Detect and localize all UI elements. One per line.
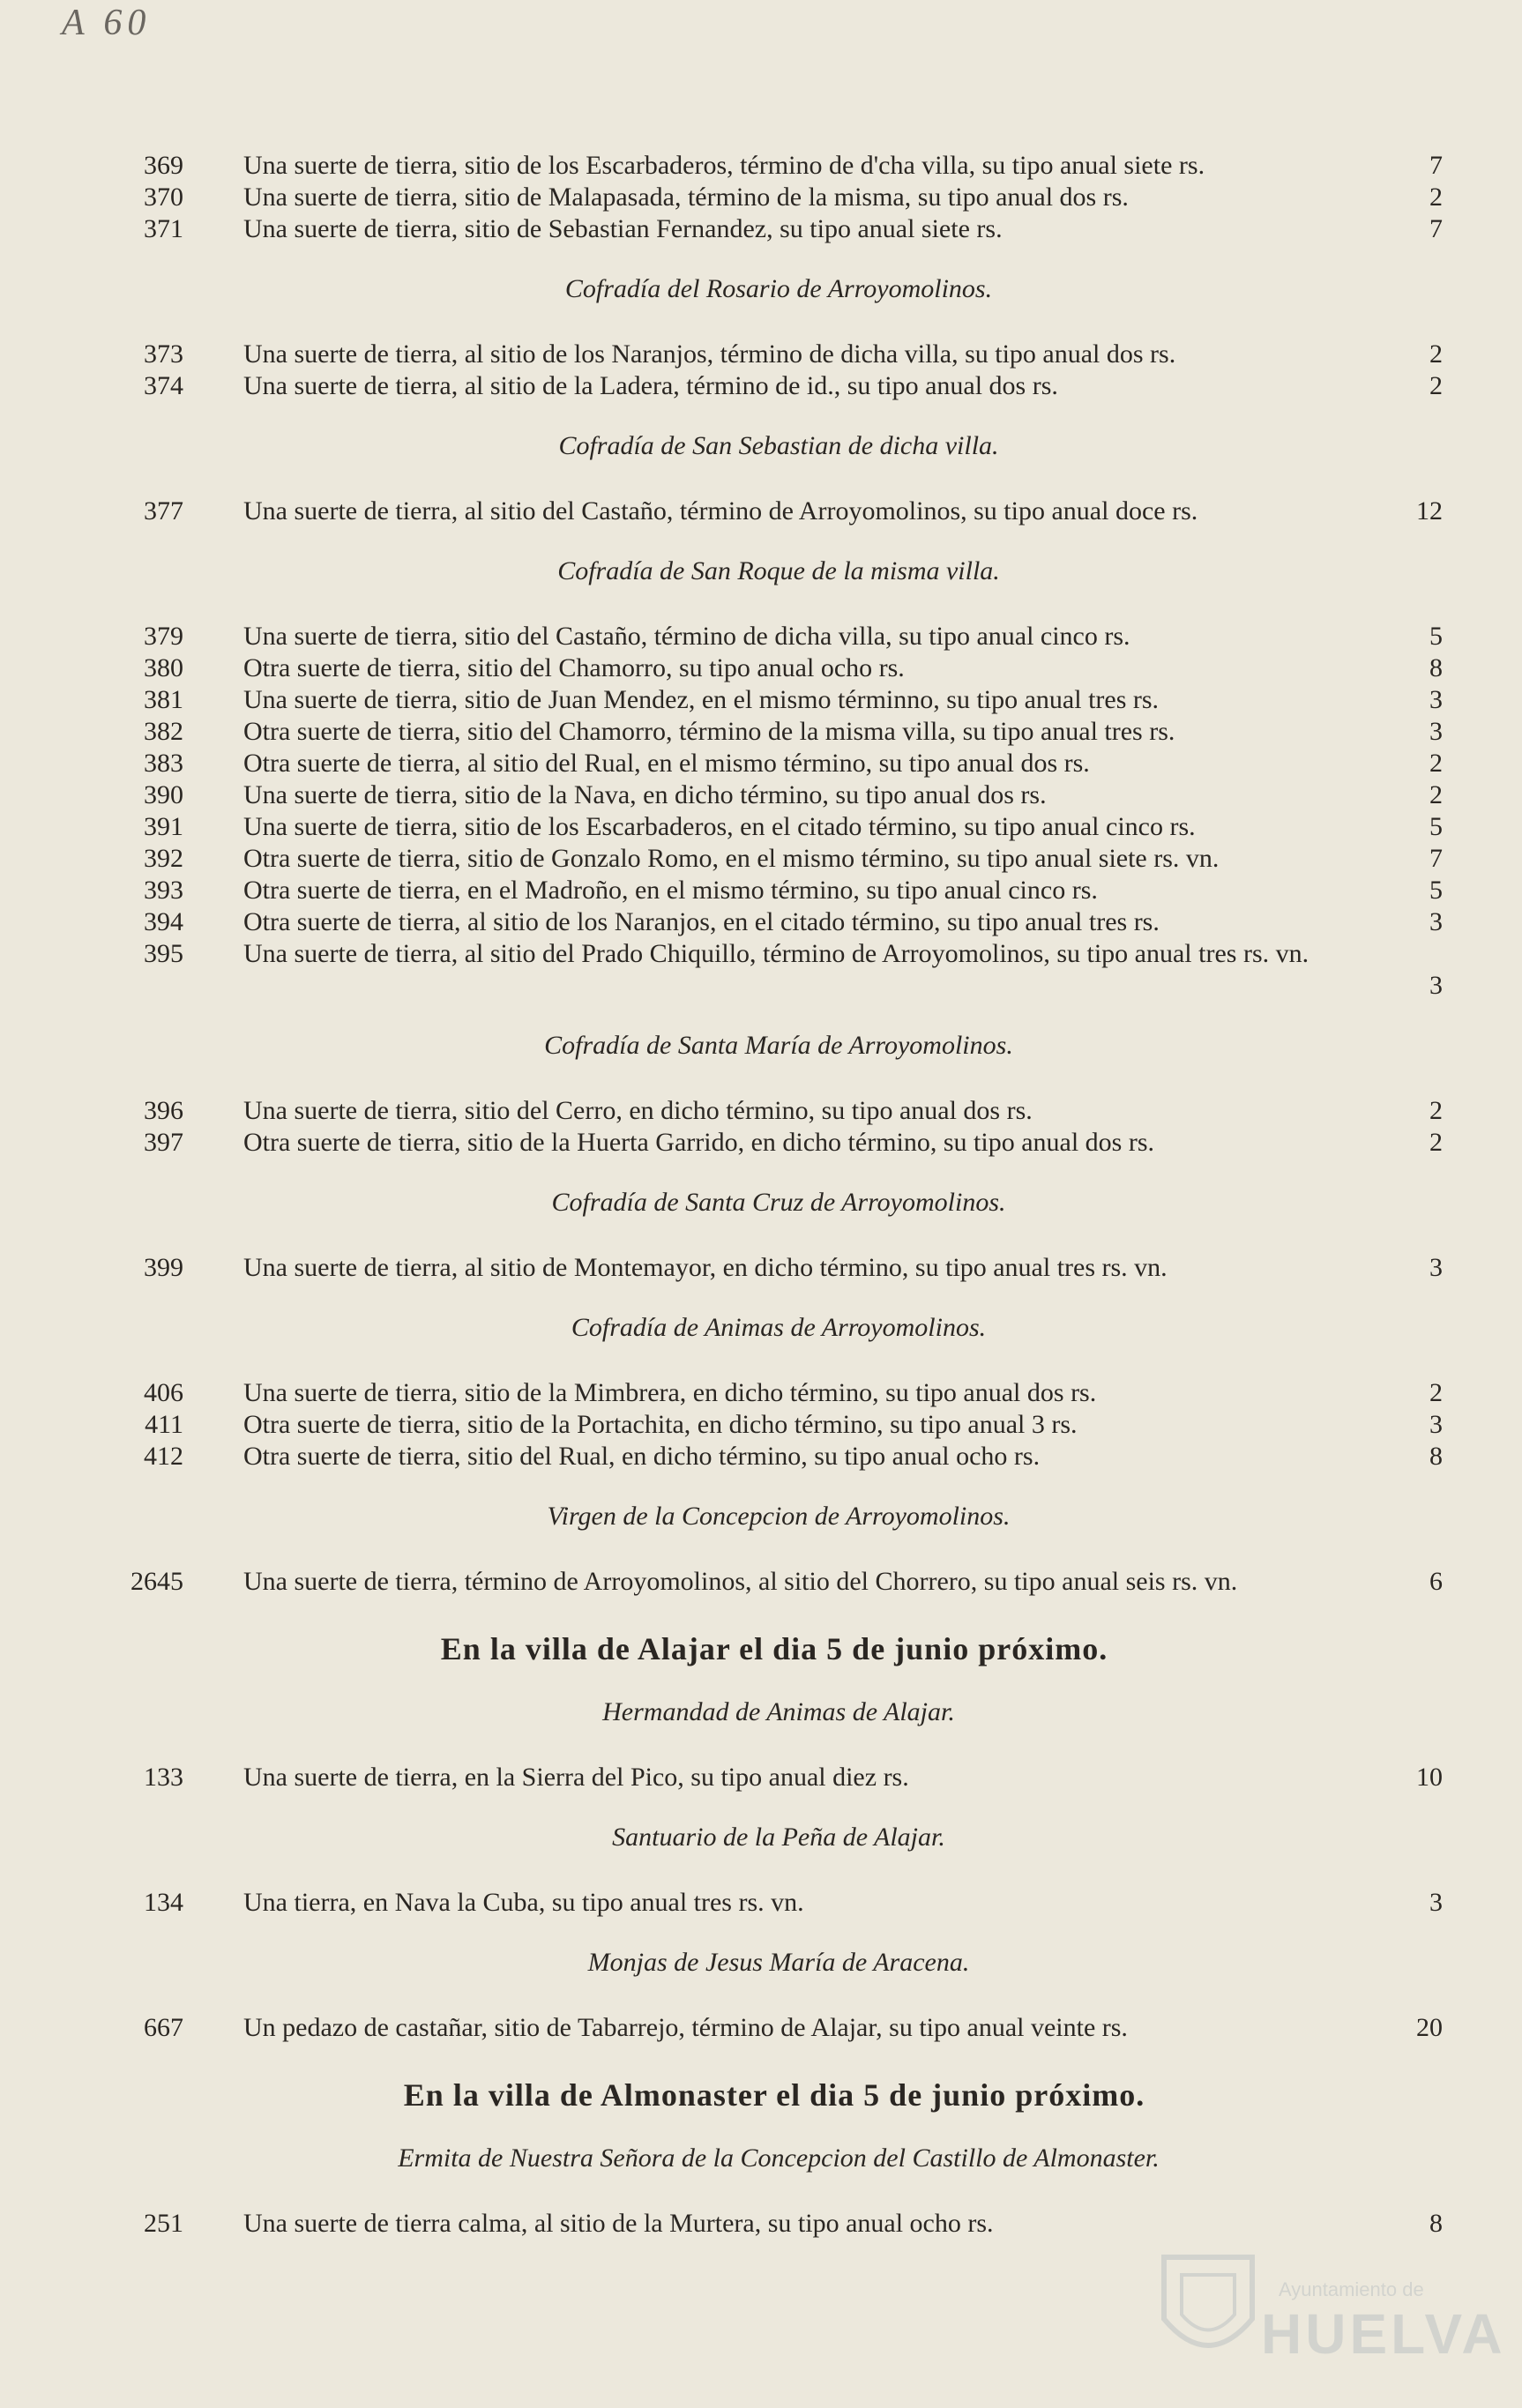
lot-description: Otra suerte de tierra, sitio de la Portachita, en dicho término, su tipo anual 3 rs. [243, 1410, 1078, 1439]
lot-description: Otra suerte de tierra, al sitio del Rual, en el mismo término, su tipo anual dos rs. [243, 749, 1090, 778]
lot-number: 134 [144, 1888, 183, 1917]
lot-value: 5 [1429, 812, 1443, 841]
lot-number: 396 [144, 1096, 183, 1125]
list-item [0, 1095, 1522, 1127]
lot-description: Una suerte de tierra calma, al sitio de la Murtera, su tipo anual ocho rs. [243, 2209, 994, 2238]
lot-value: 6 [1429, 1567, 1443, 1596]
list-item [0, 875, 1522, 906]
lot-value: 2 [1429, 1378, 1443, 1407]
lot-number: 380 [144, 653, 183, 682]
handwritten-corner-mark: A 60 [62, 3, 152, 43]
lot-description: Una suerte de tierra, sitio de la Mimbrera, en dicho término, su tipo anual dos rs. [243, 1378, 1097, 1407]
lot-number: 383 [144, 749, 183, 778]
lot-description: Una suerte de tierra, término de Arroyomolinos, al sitio del Chorrero, su tipo anual seis rs. vn. [243, 1567, 1238, 1596]
list-item [0, 370, 1522, 402]
lot-description: Una suerte de tierra, sitio del Castaño, término de dicha villa, su tipo anual cinco rs. [243, 622, 1130, 651]
lot-number: 667 [144, 2013, 183, 2042]
section-heading: Cofradía de Santa Cruz de Arroyomolinos. [551, 1188, 1006, 1217]
lot-value: 8 [1429, 653, 1443, 682]
town-heading: En la villa de Alajar el dia 5 de junio próximo. [440, 1631, 1108, 1666]
list-item [0, 684, 1522, 716]
lot-value: 5 [1429, 876, 1443, 905]
lot-value: 3 [1429, 971, 1443, 1000]
lot-description: Una suerte de tierra, al sitio de la Ladera, término de id., su tipo anual dos rs. [243, 371, 1058, 400]
list-item [0, 652, 1522, 684]
lot-description: Una suerte de tierra, al sitio del Prado Chiquillo, término de Arroyomolinos, su tipo anual tres rs. vn. [243, 939, 1309, 968]
lot-description: Una suerte de tierra, sitio de Sebastian Fernandez, su tipo anual siete rs. [243, 214, 1003, 243]
lot-description: Una suerte de tierra, en la Sierra del Pico, su tipo anual diez rs. [243, 1763, 909, 1792]
list-item [0, 811, 1522, 843]
lot-value: 2 [1429, 371, 1443, 400]
list-item [0, 339, 1522, 370]
lot-value: 8 [1429, 1442, 1443, 1471]
lot-description: Otra suerte de tierra, sitio de Gonzalo Romo, en el mismo término, su tipo anual siete rs. vn. [243, 844, 1220, 873]
lot-description: Otra suerte de tierra, sitio del Chamorro, su tipo anual ocho rs. [243, 653, 905, 682]
list-item [0, 1887, 1522, 1919]
section-heading: Virgen de la Concepcion de Arroyomolinos. [547, 1502, 1011, 1531]
lot-description: Una tierra, en Nava la Cuba, su tipo anual tres rs. vn. [243, 1888, 804, 1917]
list-item [0, 1409, 1522, 1441]
list-item [0, 843, 1522, 875]
lot-description: Una suerte de tierra, sitio de Malapasada, término de la misma, su tipo anual dos rs. [243, 183, 1129, 212]
list-item [0, 1252, 1522, 1284]
watermark-logo [1155, 2240, 1506, 2372]
section-heading: Cofradía de Animas de Arroyomolinos. [571, 1313, 987, 1342]
town-heading: En la villa de Almonaster el dia 5 de junio próximo. [403, 2077, 1145, 2113]
lot-description: Otra suerte de tierra, en el Madroño, en el mismo término, su tipo anual cinco rs. [243, 876, 1098, 905]
lot-value: 3 [1429, 1410, 1443, 1439]
lot-description: Una suerte de tierra, al sitio del Castaño, término de Arroyomolinos, su tipo anual doce rs. [243, 496, 1198, 526]
lot-value: 3 [1429, 717, 1443, 746]
list-item [0, 621, 1522, 652]
list-item [0, 1762, 1522, 1793]
list-item [0, 2208, 1522, 2240]
lot-number: 251 [144, 2209, 183, 2238]
lot-value: 3 [1429, 907, 1443, 936]
list-item [0, 748, 1522, 779]
lot-number: 393 [144, 876, 183, 905]
section-heading: Santuario de la Peña de Alajar. [612, 1823, 945, 1852]
lot-number: 373 [144, 339, 183, 369]
lot-description: Un pedazo de castañar, sitio de Tabarrejo, término de Alajar, su tipo anual veinte rs. [243, 2013, 1128, 2042]
lot-description: Otra suerte de tierra, sitio del Rual, en dicho término, su tipo anual ocho rs. [243, 1442, 1041, 1471]
lot-number: 394 [144, 907, 183, 936]
lot-value: 2 [1429, 1096, 1443, 1125]
list-item [0, 779, 1522, 811]
lot-number: 382 [144, 717, 183, 746]
lot-description: Una suerte de tierra, sitio de Juan Mendez, en el mismo términno, su tipo anual tres rs. [243, 685, 1160, 714]
lot-number: 391 [144, 812, 183, 841]
lot-number: 374 [144, 371, 183, 400]
lot-value: 8 [1429, 2209, 1443, 2238]
lot-number: 411 [145, 1410, 183, 1439]
lot-description: Una suerte de tierra, al sitio de Montemayor, en dicho término, su tipo anual tres rs. vn. [243, 1253, 1168, 1282]
lot-description: Otra suerte de tierra, sitio de la Huerta Garrido, en dicho término, su tipo anual dos rs. [243, 1128, 1155, 1157]
lot-value: 10 [1416, 1763, 1443, 1792]
lot-value: 3 [1429, 685, 1443, 714]
lot-number: 390 [144, 780, 183, 809]
lot-value: 5 [1429, 622, 1443, 651]
lot-value: 7 [1429, 844, 1443, 873]
lot-description: Una suerte de tierra, sitio del Cerro, en dicho término, su tipo anual dos rs. [243, 1096, 1033, 1125]
lot-value: 12 [1416, 496, 1443, 526]
section-heading: Cofradía de San Sebastian de dicha villa. [558, 431, 999, 460]
section-heading: Cofradía de San Roque de la misma villa. [557, 556, 1000, 585]
section-heading: Cofradía del Rosario de Arroyomolinos. [564, 274, 993, 303]
watermark-small-text: Ayuntamiento de [1279, 2278, 1424, 2300]
lot-value: 7 [1429, 214, 1443, 243]
list-item [0, 1377, 1522, 1409]
watermark-big-text: HUELVA [1261, 2302, 1506, 2366]
lot-description: Otra suerte de tierra, sitio del Chamorro, término de la misma villa, su tipo anual tres rs. [243, 717, 1175, 746]
section-heading: Cofradía de Santa María de Arroyomolinos. [544, 1031, 1013, 1060]
lot-value: 3 [1429, 1253, 1443, 1282]
list-item [0, 150, 1522, 182]
lot-value: 2 [1429, 749, 1443, 778]
lot-value: 20 [1416, 2013, 1443, 2042]
list-item [0, 182, 1522, 213]
list-item [0, 2012, 1522, 2044]
lot-description: Una suerte de tierra, al sitio de los Naranjos, término de dicha villa, su tipo anual dos rs. [243, 339, 1176, 369]
list-item [0, 1566, 1522, 1598]
lot-number: 369 [144, 151, 183, 180]
lot-number: 381 [144, 685, 183, 714]
list-item [0, 213, 1522, 245]
document-content [0, 150, 1522, 2240]
list-item [0, 1441, 1522, 1472]
list-item [0, 1127, 1522, 1159]
list-item [0, 906, 1522, 938]
lot-number: 2645 [131, 1567, 183, 1596]
lot-number: 395 [144, 939, 183, 968]
lot-number: 377 [144, 496, 183, 526]
section-heading: Ermita de Nuestra Señora de la Concepcion del Castillo de Almonaster. [398, 2143, 1160, 2173]
lot-number: 399 [144, 1253, 183, 1282]
list-item [0, 496, 1522, 527]
list-item [0, 716, 1522, 748]
lot-description: Otra suerte de tierra, al sitio de los Naranjos, en el citado término, su tipo anual tres rs. [243, 907, 1160, 936]
section-heading: Monjas de Jesus María de Aracena. [587, 1948, 970, 1977]
lot-description: Una suerte de tierra, sitio de los Escarbaderos, en el citado término, su tipo anual cinco rs. [243, 812, 1196, 841]
lot-number: 406 [144, 1378, 183, 1407]
list-item [0, 938, 1522, 1002]
lot-number: 397 [144, 1128, 183, 1157]
lot-number: 392 [144, 844, 183, 873]
lot-number: 379 [144, 622, 183, 651]
lot-value: 2 [1429, 1128, 1443, 1157]
lot-value: 2 [1429, 780, 1443, 809]
lot-value: 3 [1429, 1888, 1443, 1917]
shield-icon [1155, 2240, 1261, 2372]
lot-number: 133 [144, 1763, 183, 1792]
section-heading: Hermandad de Animas de Alajar. [602, 1697, 955, 1726]
lot-value: 2 [1429, 339, 1443, 369]
lot-value: 7 [1429, 151, 1443, 180]
lot-number: 370 [144, 183, 183, 212]
lot-description: Una suerte de tierra, sitio de los Escarbaderos, término de d'cha villa, su tipo anual siete rs. [243, 151, 1205, 180]
lot-number: 412 [144, 1442, 183, 1471]
lot-description: Una suerte de tierra, sitio de la Nava, en dicho término, su tipo anual dos rs. [243, 780, 1047, 809]
lot-number: 371 [144, 214, 183, 243]
lot-value: 2 [1429, 183, 1443, 212]
